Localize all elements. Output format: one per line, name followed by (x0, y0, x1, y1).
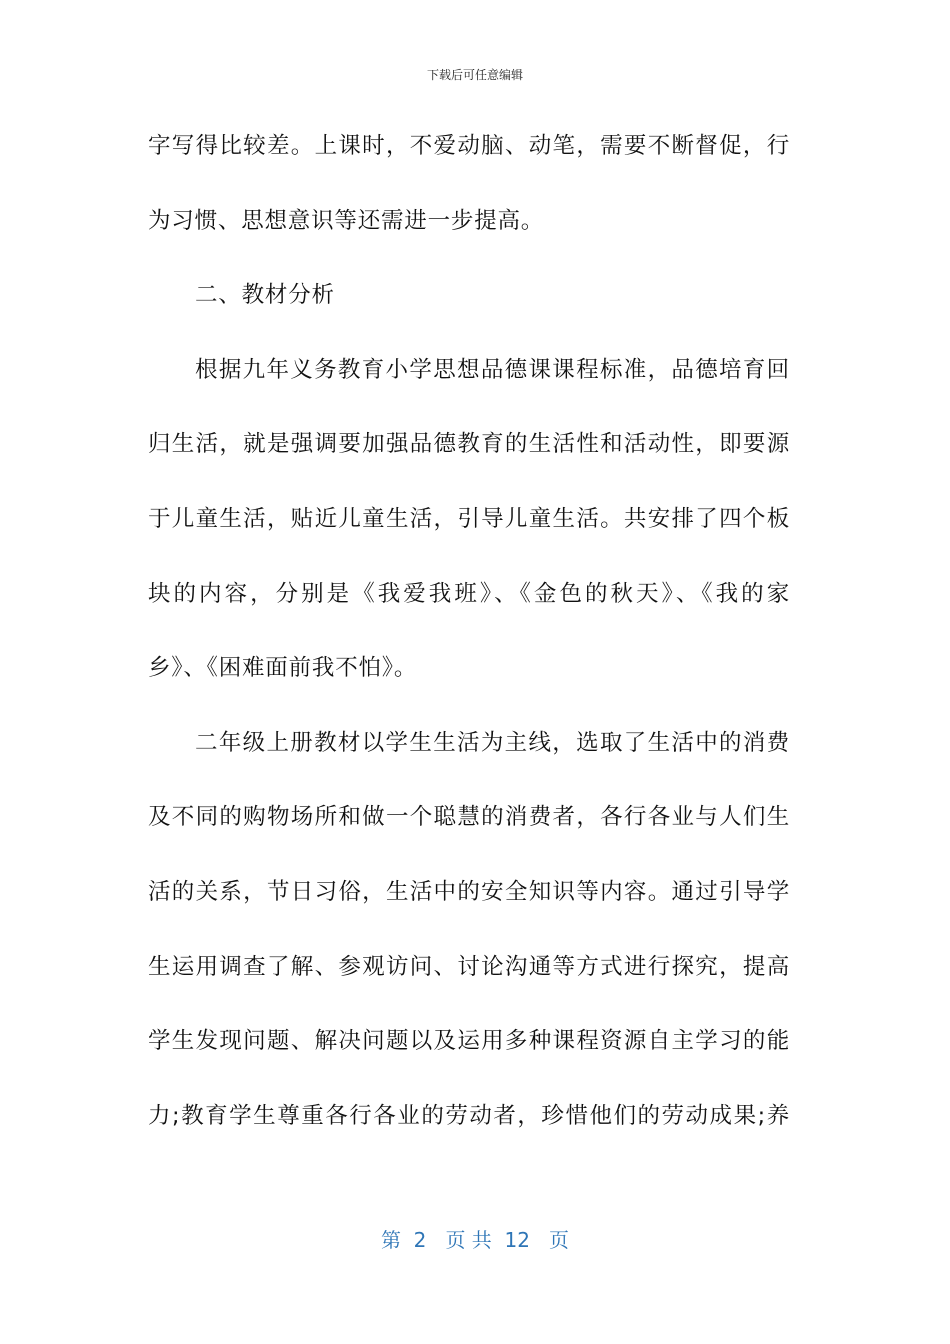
text-line: 生运用调查了解、参观访问、讨论沟通等方式进行探究，提高 (148, 953, 790, 980)
text-line: 二年级上册教材以学生生活为主线，选取了生活中的消费 (195, 729, 790, 756)
page-number-footer: 第 2 页 共 12 页 (380, 1228, 570, 1252)
text-line: 力;教育学生尊重各行各业的劳动者，珍惜他们的劳动成果;养 (148, 1102, 790, 1129)
text-line: 乡》、《困难面前我不怕》。 (148, 655, 418, 682)
section-heading: 二、教材分析 (195, 282, 335, 309)
text-line: 活的关系，节日习俗，生活中的安全知识等内容。通过引导学 (148, 878, 790, 905)
text-line: 归生活，就是强调要加强品德教育的生活性和活动性，即要源 (148, 431, 790, 458)
page-header: 下载后可任意编辑 (426, 68, 523, 82)
text-line: 字写得比较差。上课时，不爱动脑、动笔，需要不断督促，行 (148, 133, 790, 159)
text-line: 学生发现问题、解决问题以及运用多种课程资源自主学习的能 (148, 1028, 790, 1055)
text-line: 及不同的购物场所和做一个聪慧的消费者，各行各业与人们生 (148, 804, 790, 831)
text-line: 为习惯、思想意识等还需进一步提高。 (148, 207, 545, 234)
document-body (148, 124, 790, 1168)
text-line: 块的内容，分别是《我爱我班》、《金色的秋天》、《我的家 (148, 580, 790, 607)
text-line: 根据九年义务教育小学思想品德课课程标准，品德培育回 (195, 356, 790, 383)
text-line: 于儿童生活，贴近儿童生活，引导儿童生活。共安排了四个板 (148, 505, 790, 532)
